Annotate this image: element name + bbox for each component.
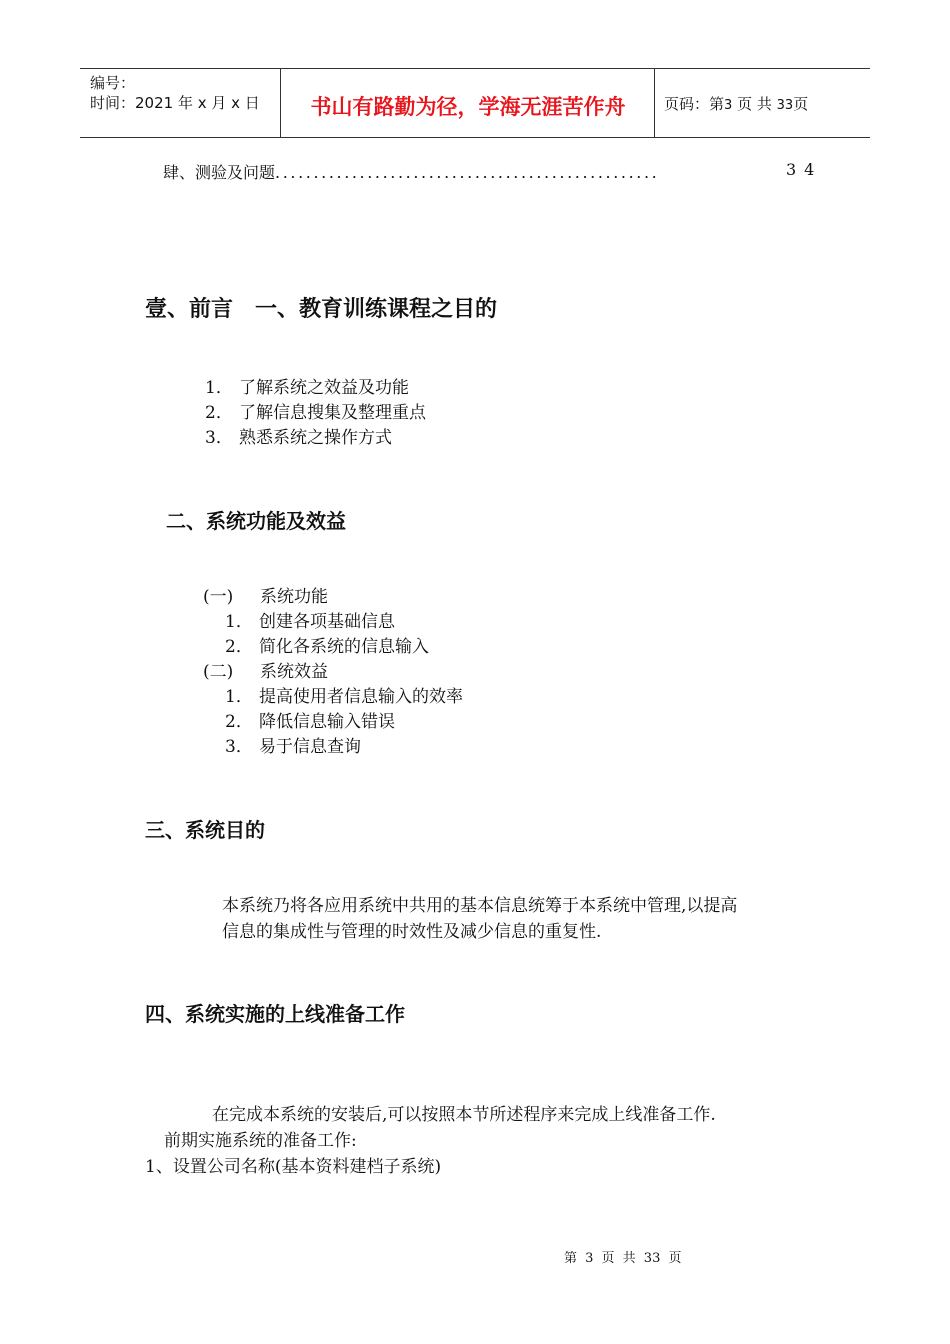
toc-leader: .................................................. — [275, 163, 660, 182]
list-item-text: 了解信息搜集及整理重点 — [239, 403, 426, 423]
toc-page: 34 — [786, 160, 823, 179]
group2-label: (二) — [203, 662, 234, 682]
group2-heading — [203, 657, 328, 682]
section2-title: 二、系统功能及效益 — [166, 509, 346, 533]
list-item-text: 熟悉系统之操作方式 — [239, 428, 392, 448]
header-divider-2 — [654, 69, 655, 137]
header-page-info — [664, 93, 808, 114]
list-item-number: 2． — [225, 637, 253, 657]
section1-title: 壹、前言 一、教育训练课程之目的 — [145, 297, 498, 322]
section3-paragraph-line2: 信息的集成性与管理的时效性及减少信息的重复性. — [222, 922, 602, 942]
group1-heading — [203, 582, 328, 607]
header-divider-1 — [280, 69, 281, 137]
toc-entry — [163, 160, 659, 183]
list-item-number: 1． — [225, 612, 253, 632]
list-item-number: 3． — [225, 737, 253, 757]
date-label: 时间：2021 年 x 月 x 日 — [90, 94, 260, 112]
list-item-number: 3． — [205, 428, 233, 448]
section3-title: 三、系统目的 — [145, 818, 265, 842]
page-suffix: 页 — [793, 95, 809, 113]
list-item-number: 1． — [225, 687, 253, 707]
section4-paragraph-line3: 1、设置公司名称(基本资料建档子系统) — [145, 1157, 442, 1177]
list-item-number: 2． — [225, 712, 253, 732]
list-item — [225, 632, 429, 657]
header-table — [80, 68, 870, 138]
page-prefix: 页码：第 — [664, 95, 725, 113]
header-meta — [90, 73, 260, 113]
group2-title: 系统效益 — [260, 662, 328, 682]
list-item-text: 易于信息查询 — [259, 737, 361, 757]
section4-paragraph-line2: 前期实施系统的准备工作: — [164, 1131, 357, 1151]
toc-label: 肆、测验及问题 — [163, 163, 276, 182]
list-item — [225, 732, 361, 757]
section3-paragraph-line1: 本系统乃将各应用系统中共用的基本信息统筹于本系统中管理,以提高 — [222, 896, 738, 916]
page-footer: 第 3 页 共 33 页 — [564, 1251, 682, 1266]
list-item-text: 提高使用者信息输入的效率 — [259, 687, 463, 707]
header-motto: 书山有路勤为径，学海无涯苦作舟 — [310, 95, 626, 119]
section4-title: 四、系统实施的上线准备工作 — [145, 1002, 405, 1026]
list-item — [225, 682, 463, 707]
list-item-number: 2． — [205, 403, 233, 423]
list-item-text: 简化各系统的信息输入 — [259, 637, 429, 657]
list-item — [205, 423, 392, 448]
list-item — [225, 707, 395, 732]
list-item — [205, 373, 409, 398]
page-mid: 页 共 — [737, 95, 772, 113]
list-item-text: 创建各项基础信息 — [259, 612, 395, 632]
page-number: 3 — [724, 98, 733, 113]
list-item — [205, 398, 426, 423]
group1-label: (一) — [203, 587, 234, 607]
list-item-text: 降低信息输入错误 — [259, 712, 395, 732]
list-item-text: 了解系统之效益及功能 — [239, 378, 409, 398]
list-item-number: 1． — [205, 378, 233, 398]
section4-paragraph-line1: 在完成本系统的安装后,可以按照本节所述程序来完成上线准备工作. — [212, 1105, 716, 1125]
code-label: 编号： — [90, 74, 136, 92]
list-item — [225, 607, 395, 632]
page-total: 33 — [776, 98, 794, 113]
group1-title: 系统功能 — [260, 587, 328, 607]
